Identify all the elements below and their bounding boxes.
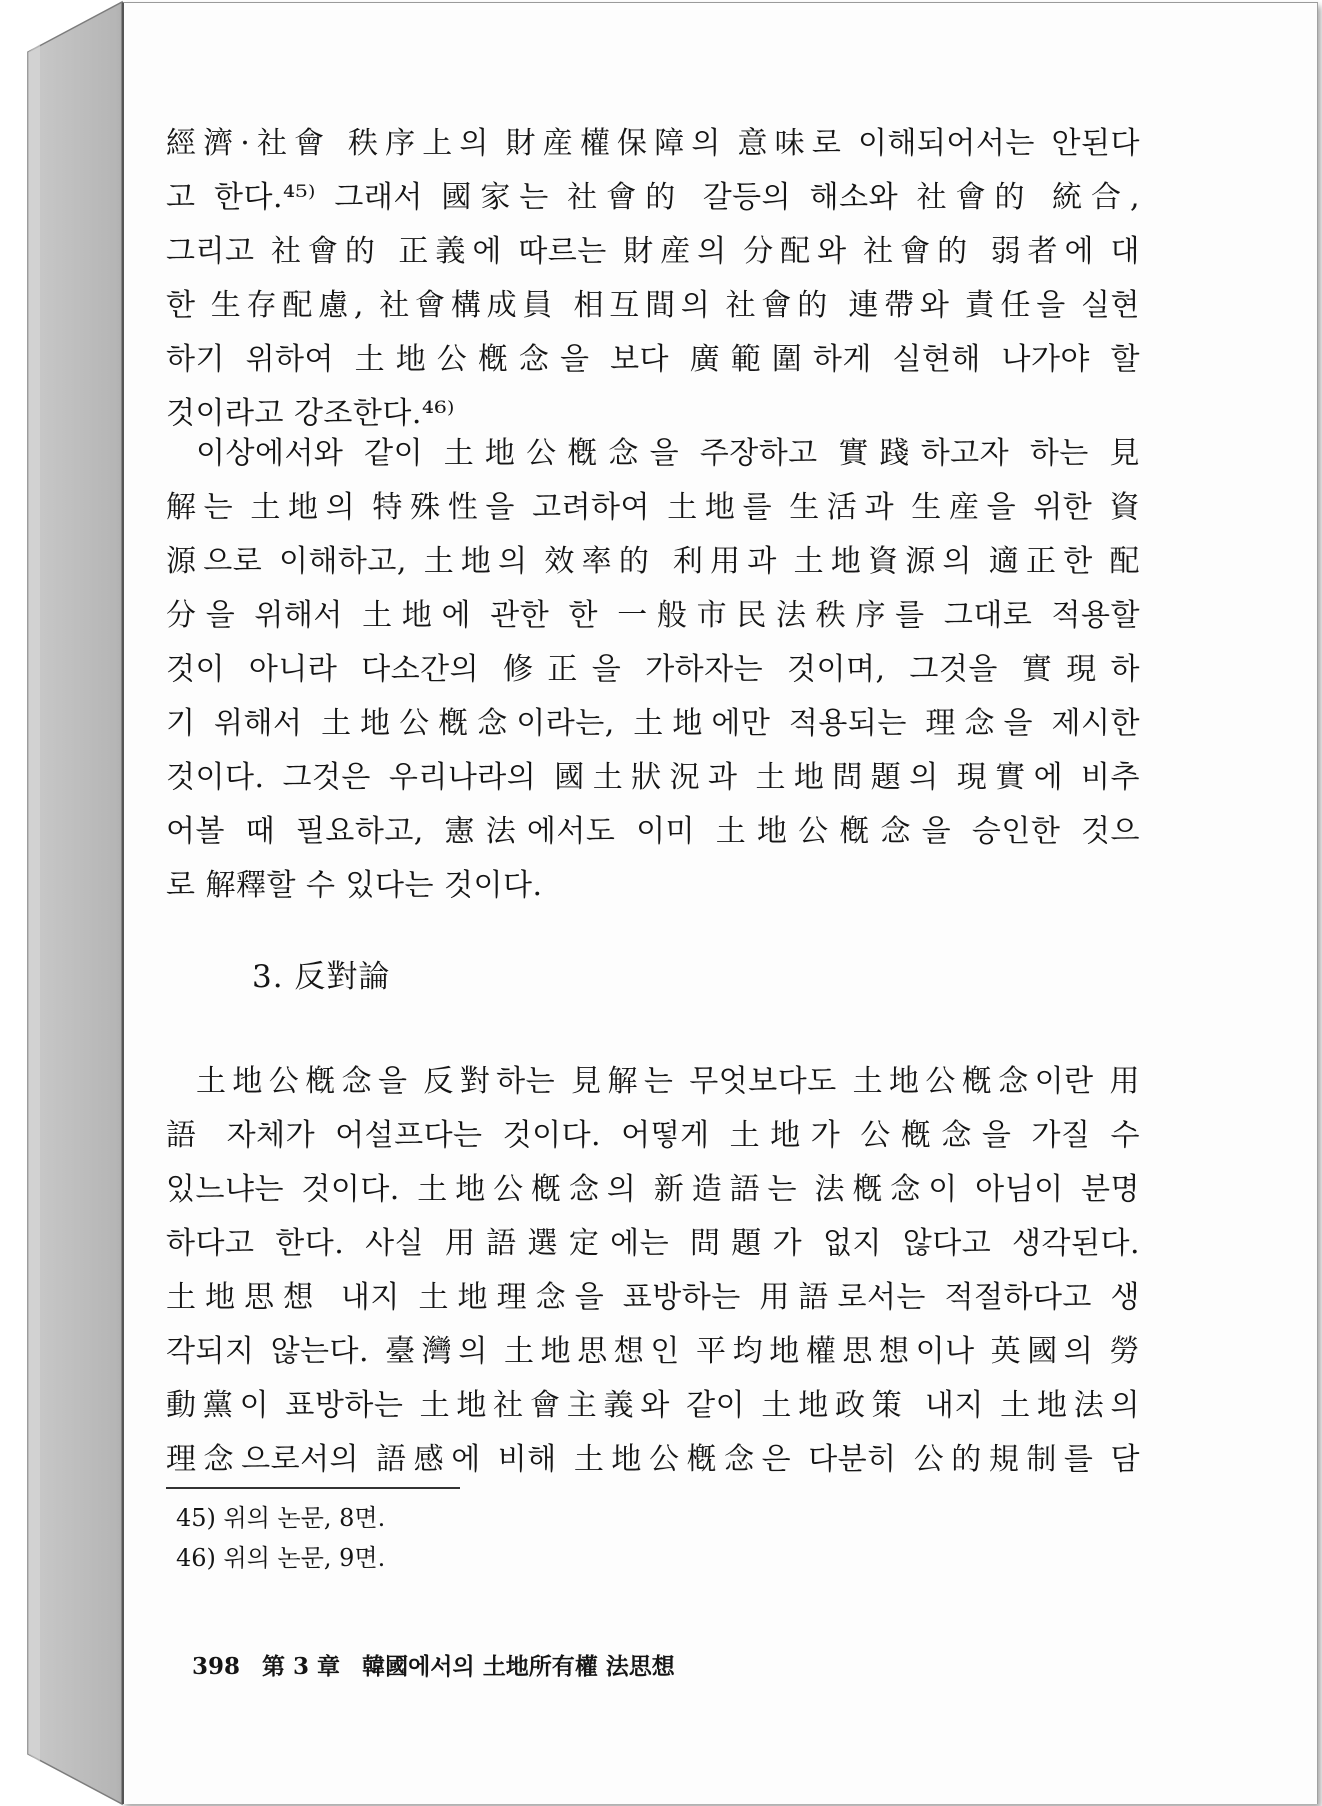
section-heading: 3. 反對論 xyxy=(252,959,391,995)
chapter-title: 韓國에서의 土地所有權 法思想 xyxy=(362,1653,675,1680)
text-line: 하기 위하여 土地公槪念을 보다 廣範圍하게 실현해 나가야 할 xyxy=(166,342,1140,377)
text-line: 그리고 社會的 正義에 따르는 財産의 分配와 社會的 弱者에 대 xyxy=(166,234,1140,269)
text-line: 한 生存配慮, 社會構成員 相互間의 社會的 連帶와 責任을 실현 xyxy=(166,288,1140,323)
chapter-label: 第 3 章 xyxy=(262,1653,341,1680)
text-line: 源으로 이해하고, 土地의 效率的 利用과 土地資源의 適正한 配 xyxy=(166,544,1140,579)
text-line: 動黨이 표방하는 土地社會主義와 같이 土地政策 내지 土地法의 xyxy=(166,1388,1140,1423)
text-line: 고 한다.⁴⁵⁾ 그래서 國家는 社會的 갈등의 해소와 社會的 統合, xyxy=(166,180,1140,215)
text-line: 土地思想 내지 土地理念을 표방하는 用語로서는 적절하다고 생 xyxy=(166,1280,1140,1315)
paragraph-2 xyxy=(166,427,1140,913)
text-line: 經濟·社會 秩序上의 財産權保障의 意味로 이해되어서는 안된다 xyxy=(166,126,1140,161)
text-line: 것이 아니라 다소간의 修正을 가하자는 것이며, 그것을 實現하 xyxy=(166,652,1140,687)
text-line: 기 위해서 土地公槪念이라는, 土地에만 적용되는 理念을 제시한 xyxy=(166,706,1140,741)
text-line: 것이다. 그것은 우리나라의 國土狀況과 土地問題의 現實에 비추 xyxy=(166,760,1140,795)
book-spine-side xyxy=(0,0,130,1806)
text-line: 어볼 때 필요하고, 憲法에서도 이미 土地公槪念을 승인한 것으 xyxy=(166,814,1140,849)
text-line: 土地公槪念을 反對하는 見解는 무엇보다도 土地公槪念이란 用 xyxy=(196,1064,1140,1099)
text-line: 로 解釋할 수 있다는 것이다. xyxy=(166,868,543,903)
footnote-divider xyxy=(166,1487,460,1489)
text-line: 語 자체가 어설프다는 것이다. 어떻게 土地가 公槪念을 가질 수 xyxy=(166,1118,1140,1153)
paragraph-3 xyxy=(166,1055,1140,1487)
text-line: 分을 위해서 土地에 관한 한 一般市民法秩序를 그대로 적용할 xyxy=(166,598,1140,633)
footnote: 45) 위의 논문, 8면. xyxy=(176,1504,386,1532)
text-line: 解는 土地의 特殊性을 고려하여 土地를 生活과 生産을 위한 資 xyxy=(166,490,1140,525)
footnotes xyxy=(176,1498,385,1578)
page-number: 398 xyxy=(192,1653,241,1680)
footnote: 46) 위의 논문, 9면. xyxy=(176,1544,386,1572)
text-line: 하다고 한다. 사실 用語選定에는 問題가 없지 않다고 생각된다. xyxy=(166,1226,1140,1261)
paragraph-1 xyxy=(166,117,1140,441)
text-line: 것이라고 강조한다.⁴⁶⁾ xyxy=(166,396,455,431)
text-line: 理念으로서의 語感에 비해 土地公槪念은 다분히 公的規制를 담 xyxy=(166,1442,1140,1477)
text-line: 각되지 않는다. 臺灣의 土地思想인 平均地權思想이나 英國의 勞 xyxy=(166,1334,1140,1369)
text-line: 있느냐는 것이다. 土地公槪念의 新造語는 法槪念이 아님이 분명 xyxy=(166,1172,1140,1207)
page-footer xyxy=(192,1647,689,1687)
text-line: 이상에서와 같이 土地公槪念을 주장하고 實踐하고자 하는 見 xyxy=(196,436,1140,471)
